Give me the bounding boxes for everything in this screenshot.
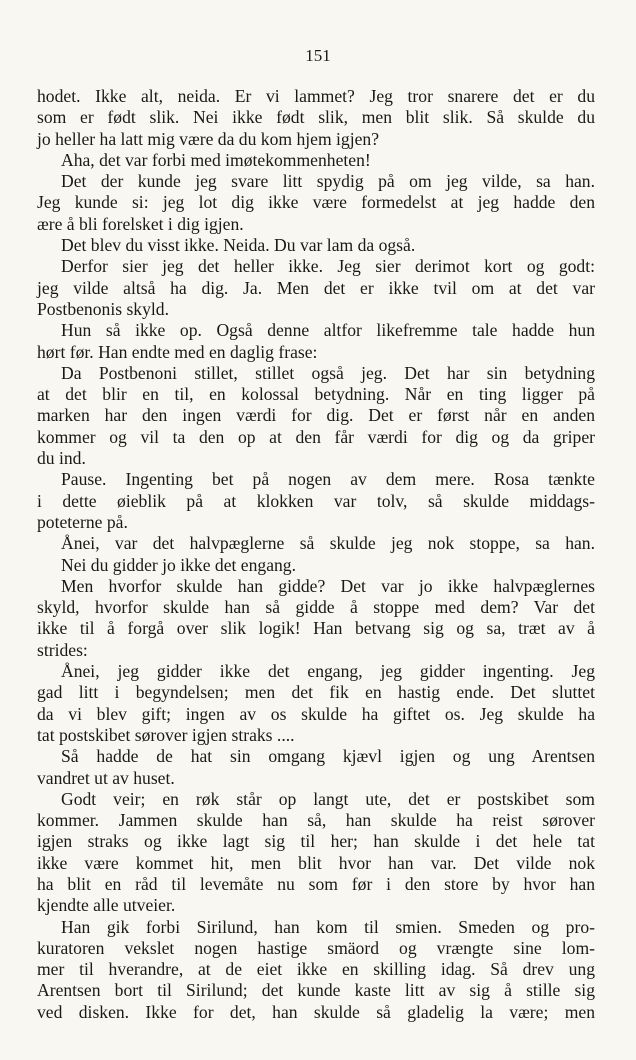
text-line: jeg vilde altså ha dig. Ja. Men det er ikke tvil om at det var — [37, 277, 595, 298]
text-line: gad litt i begyndelsen; men det fik en hastig ende. Det sluttet — [37, 682, 595, 703]
text-line: tat postskibet sørover igjen straks .... — [37, 724, 295, 745]
text-line: igjen straks og ikke lagt sig til her; han skulde i det hele tat — [37, 831, 595, 852]
text-line: kjendte alle utveier. — [37, 895, 176, 916]
text-line: Det der kunde jeg svare litt spydig på om jeg vilde, sa han. — [61, 171, 595, 192]
text-line: hodet. Ikke alt, neida. Er vi lammet? Jeg tror snarere det er du — [37, 86, 595, 106]
text-line: Jeg kunde si: jeg lot dig ikke være formedelst at jeg hadde den — [37, 192, 595, 213]
text-line: jo heller ha latt mig være da du kom hjem igjen? — [37, 128, 380, 149]
text-line: ved disken. Ikke for det, han skulde så gladelig la være; men — [37, 1001, 595, 1022]
text-line: at det blir en til, en kolossal betydning. Når en ting ligger på — [37, 384, 595, 405]
text-line: Hun så ikke op. Også denne altfor likefremme tale hadde hun — [61, 320, 595, 341]
text-line: Aha, det var forbi med imøtekommenheten! — [61, 149, 371, 170]
text-line: kommer og vil ta den op at den får værdi for dig og da griper — [37, 426, 595, 447]
text-line: skyld, hvorfor skulde han så gidde å stoppe med dem? Var det — [37, 597, 595, 618]
text-line: Nei du gidder jo ikke det engang. — [61, 554, 297, 575]
text-line: da vi blev gift; ingen av os skulde ha giftet os. Jeg skulde ha — [37, 703, 595, 724]
text-line: kommer. Jammen skulde han så, han skulde ha reist sørover — [37, 810, 595, 831]
text-line: kuratoren vekslet nogen hastige smäord og vrængte sine lom- — [37, 937, 595, 958]
text-line: Derfor sier jeg det heller ikke. Jeg sier derimot kort og godt: — [61, 256, 595, 277]
text-line: Pause. Ingenting bet på nogen av dem mere. Rosa tænkte — [61, 469, 595, 490]
text-line: Ånei, var det halvpæglerne så skulde jeg nok stoppe, sa han. — [61, 533, 595, 554]
text-line: mer til hverandre, at de eiet ikke en skilling idag. Så drev ung — [37, 959, 595, 980]
text-line: Arentsen bort til Sirilund; det kunde kaste litt av sig å stille sig — [37, 980, 595, 1001]
text-line: poteterne på. — [37, 511, 128, 532]
text-line: Så hadde de hat sin omgang kjævl igjen og ung Arentsen — [61, 746, 595, 767]
body-text — [37, 86, 595, 1023]
text-line: Da Postbenoni stillet, stillet også jeg. Det har sin betydning — [61, 362, 595, 383]
page-number: 151 — [305, 46, 331, 65]
text-line: Han gik forbi Sirilund, han kom til smien. Smeden og pro- — [61, 916, 595, 937]
text-line: ære å bli forelsket i dig igjen. — [37, 213, 244, 234]
text-line: Ånei, jeg gidder ikke det engang, jeg gidder ingenting. Jeg — [61, 661, 595, 682]
text-line: marken har den ingen værdi for dig. Det er først når en anden — [37, 405, 595, 426]
text-line: vandret ut av huset. — [37, 767, 175, 788]
text-line: som er født slik. Nei ikke født slik, men blit slik. Så skulde du — [37, 107, 595, 128]
text-line: ha blit en råd til levemåte nu som før i den store by hvor han — [37, 873, 595, 894]
text-line: du ind. — [37, 448, 86, 469]
text-line: i dette øieblik på at klokken var tolv, så skulde middags- — [37, 490, 595, 511]
text-line: Godt veir; en røk står op langt ute, det er postskibet som — [61, 788, 595, 809]
text-line: ikke til å forgå over slik logik! Han betvang sig og sa, træt av å — [37, 618, 595, 639]
text-line: ikke være kommet hit, men blit hvor han var. Det vilde nok — [37, 852, 595, 873]
text-line: Men hvorfor skulde han gidde? Det var jo ikke halvpæglernes — [61, 575, 595, 596]
text-line: hørt før. Han endte med en daglig frase: — [37, 341, 318, 362]
text-line: Det blev du visst ikke. Neida. Du var lam da også. — [61, 235, 416, 256]
text-line: Postbenonis skyld. — [37, 298, 169, 319]
text-line: strides: — [37, 639, 88, 660]
